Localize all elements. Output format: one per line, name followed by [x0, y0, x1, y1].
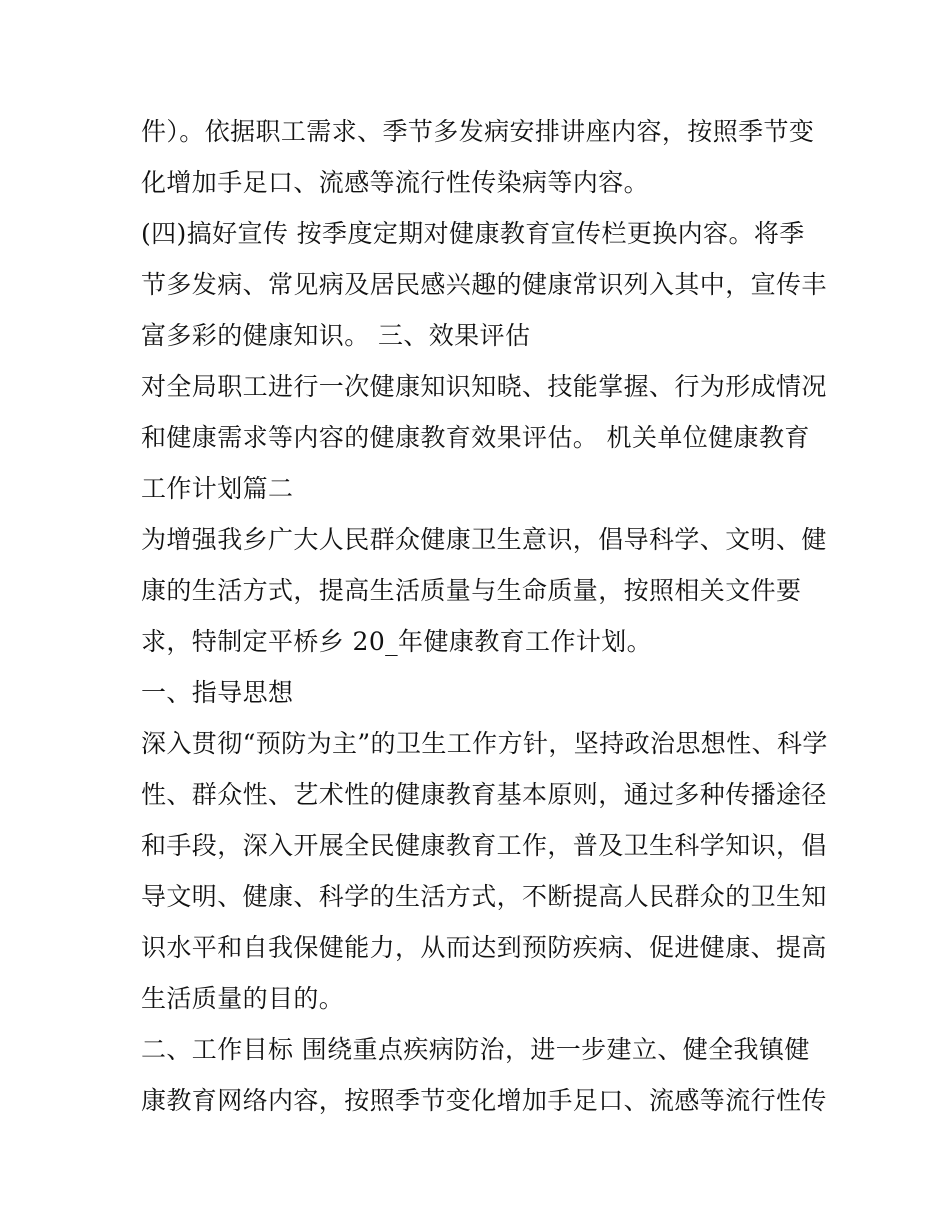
text-line: 生活质量的目的。: [141, 984, 345, 1013]
section-heading-line: 一、指导思想: [141, 678, 294, 707]
text-line: 化增加手足口、流感等流行性传染病等内容。: [141, 168, 650, 197]
text-line: 深入贯彻“预防为主”的卫生工作方针，坚持政治思想性、科学: [141, 729, 828, 758]
text-line: 为增强我乡广大人民群众健康卫生意识，倡导科学、文明、健: [141, 525, 827, 554]
text-line: 性、群众性、艺术性的健康教育基本原则，通过多种传播途径: [141, 780, 827, 809]
text-line: 康的生活方式，提高生活质量与生命质量，按照相关文件要: [141, 576, 802, 605]
text-line: 和健康需求等内容的健康教育效果评估。 机关单位健康教育: [141, 423, 810, 452]
document-body: [141, 106, 828, 1126]
section-heading-line: 二、工作目标 围绕重点疾病防治，进一步建立、健全我镇健: [141, 1035, 810, 1064]
text-line: 件）。依据职工需求、季节多发病安排讲座内容，按照季节变: [141, 117, 815, 146]
text-line: 节多发病、常见病及居民感兴趣的健康常识列入其中，宣传丰: [141, 270, 827, 299]
text-line: 和手段，深入开展全民健康教育工作，普及卫生科学知识，倡: [141, 831, 827, 860]
text-line: 对全局职工进行一次健康知识知晓、技能掌握、行为形成情况: [141, 372, 827, 401]
text-line: 识水平和自我保健能力，从而达到预防疾病、促进健康、提高: [141, 933, 827, 962]
text-line: 工作计划篇二: [141, 474, 294, 503]
text-line: 导文明、健康、科学的生活方式，不断提高人民群众的卫生知: [141, 882, 827, 911]
text-line: 求，特制定平桥乡 20_年健康教育工作计划。: [141, 627, 653, 656]
text-line: 富多彩的健康知识。 三、效果评估: [141, 321, 531, 350]
section-heading-line: (四)搞好宣传 按季度定期对健康教育宣传栏更换内容。将季: [141, 219, 805, 248]
text-line: 康教育网络内容，按照季节变化增加手足口、流感等流行性传: [141, 1086, 827, 1115]
